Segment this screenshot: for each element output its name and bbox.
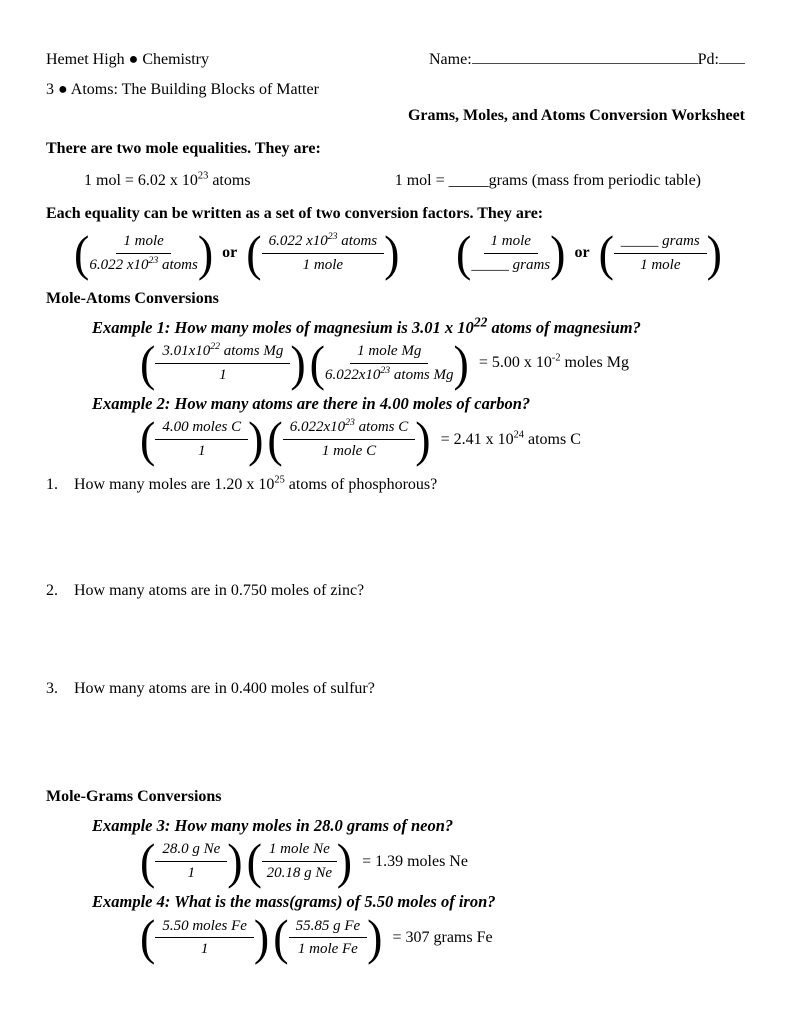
equality-atoms-exp: 23 <box>197 170 209 182</box>
equality-atoms-text: 1 mol = 6.02 x 10 <box>84 172 198 189</box>
conversion-factors-row <box>46 225 745 281</box>
numerator: 6.022x10 <box>289 419 346 436</box>
denominator: 1 mole C <box>321 443 377 459</box>
fraction-mole-over-atoms: ( $\frac{\text{1 mole}}{6.022 x10^{23} atoms}$ ) <box>74 225 214 281</box>
example4-result: = 307 grams Fe <box>392 928 493 946</box>
factors-intro: Each equality can be written as a set of two conversion factors. They are: <box>46 205 544 222</box>
course-label: Hemet High ● Chemistry <box>46 51 209 68</box>
fraction-given <box>140 833 243 889</box>
question-number: 3. <box>46 679 58 697</box>
numerator: _____ grams <box>620 233 700 249</box>
example3-result: = 1.39 moles Ne <box>362 852 468 870</box>
fraction-atoms-over-mole: ( $\frac{6.022 x10^{23} atoms}{\text{1 mole}}$ ) <box>246 225 400 281</box>
equality-atoms <box>84 171 251 191</box>
close-paren-icon: ) <box>706 225 722 281</box>
fraction-conversion: ( $\frac{\text{1 mole Mg}}{6.022x10^{23} atoms Mg}$ ) <box>309 335 469 391</box>
close-paren-icon: ) <box>227 833 243 889</box>
fraction-conversion <box>246 833 353 889</box>
name-label: Name: <box>429 51 472 68</box>
denominator: 1 <box>200 941 209 958</box>
denominator: 1 mole <box>640 256 681 273</box>
open-paren-icon: ( <box>246 833 262 889</box>
close-paren-icon: ) <box>367 909 383 966</box>
pd-blank-line <box>719 48 745 64</box>
question-text: How many atoms are in 0.750 moles of zinc? <box>74 581 365 599</box>
equality-grams: 1 mol = _____grams (mass from periodic table) <box>394 172 701 189</box>
open-paren-icon: ( <box>74 225 90 281</box>
numerator: 5.50 moles Fe <box>162 917 247 934</box>
fraction-given <box>140 909 270 966</box>
example2-result: = 2.41 x $10^{24}$ atoms C <box>440 429 581 448</box>
equality-atoms-unit: atoms <box>208 172 251 189</box>
mole-atoms-heading: Mole-Atoms Conversions <box>46 289 219 307</box>
fraction-grams-group <box>456 225 722 281</box>
fraction-given <box>140 411 264 467</box>
mole-grams-heading: Mole-Grams Conversions <box>46 787 222 805</box>
open-paren-icon: ( <box>598 225 614 281</box>
denominator: 20.18 g Ne <box>266 865 333 882</box>
open-paren-icon: ( <box>140 411 156 467</box>
numerator: 4.00 moles C <box>162 419 242 436</box>
denominator: 6.022x10 <box>325 366 381 383</box>
denominator: 1 <box>219 366 227 383</box>
close-paren-icon: ) <box>415 411 431 467</box>
close-paren-icon: ) <box>248 411 264 467</box>
example3-work <box>140 833 745 889</box>
close-paren-icon: ) <box>253 909 270 966</box>
question-3 <box>46 679 745 699</box>
pd-label: Pd: <box>697 51 719 68</box>
header-row <box>46 48 745 70</box>
example4-question: Example 4: What is the mass(grams) of 5.50 moles of iron? <box>92 891 496 911</box>
numerator: 55.85 g Fe <box>295 917 361 934</box>
or-label: or <box>574 244 590 262</box>
denominator: 1 mole <box>302 256 344 273</box>
fraction-conversion: ( $\frac{6.022x10^{23} atoms C}{\text{1 mole C}}$ ) <box>267 411 431 467</box>
close-paren-icon: ) <box>197 225 214 281</box>
worksheet-title: Grams, Moles, and Atoms Conversion Worksheet <box>407 107 745 124</box>
open-paren-icon: ( <box>309 335 325 391</box>
fraction-given: ( $\frac{3.01x10^{22} atoms Mg}{1}$ ) <box>140 335 306 391</box>
fraction-conversion <box>273 909 383 966</box>
open-paren-icon: ( <box>140 335 156 391</box>
question-number: 2. <box>46 581 58 599</box>
example1-question: Example 1: How many moles of magnesium is 3.01 x $10^{22}$ atoms of magnesium? <box>92 314 641 337</box>
denominator: 6.022 x10 <box>89 256 149 273</box>
numerator: 1 mole <box>123 233 164 249</box>
open-paren-icon: ( <box>273 909 289 966</box>
name-blank-line <box>472 48 698 64</box>
question-text: How many atoms are in 0.400 moles of sulfur? <box>74 679 375 697</box>
question-text: How many moles are 1.20 x $10^{25}$ atoms of phosphorous? <box>74 474 438 493</box>
unit-title: 3 ● Atoms: The Building Blocks of Matter <box>46 81 319 98</box>
name-pd-cluster <box>429 48 745 70</box>
numerator: 28.0 g Ne <box>162 841 221 858</box>
example1-result: = 5.00 x $10^{-2}$ moles Mg <box>478 353 629 372</box>
close-paren-icon: ) <box>550 225 566 281</box>
question-number: 1. <box>46 475 58 493</box>
equalities-intro: There are two mole equalities. They are: <box>46 140 321 157</box>
example4-work <box>140 909 745 966</box>
question-2 <box>46 581 745 601</box>
example2-question: Example 2: How many atoms are there in 4.00 moles of carbon? <box>92 393 531 413</box>
numerator: 1 mole <box>490 233 531 249</box>
denominator: _____ grams <box>471 256 551 273</box>
example1-work <box>140 335 745 391</box>
numerator: 6.022 x10 <box>268 233 328 249</box>
example2-work <box>140 411 745 467</box>
open-paren-icon: ( <box>140 833 156 889</box>
equalities-row <box>46 171 745 191</box>
fraction-grams-over-mole <box>598 225 722 281</box>
open-paren-icon: ( <box>456 225 472 281</box>
numerator: 1 mole Mg <box>357 343 422 360</box>
denominator: 1 <box>187 865 196 882</box>
numerator: 1 mole Ne <box>268 841 330 858</box>
denominator: 1 mole Fe <box>297 941 358 958</box>
close-paren-icon: ) <box>336 833 353 889</box>
or-label: or <box>222 244 238 262</box>
denominator: 1 <box>197 443 206 459</box>
close-paren-icon: ) <box>290 335 306 391</box>
example3-question: Example 3: How many moles in 28.0 grams of neon? <box>92 815 454 835</box>
numerator: 3.01x10 <box>162 343 211 360</box>
open-paren-icon: ( <box>140 909 156 966</box>
close-paren-icon: ) <box>384 225 400 281</box>
open-paren-icon: ( <box>267 411 283 467</box>
question-1 <box>46 475 745 495</box>
open-paren-icon: ( <box>246 225 262 281</box>
close-paren-icon: ) <box>453 335 469 391</box>
fraction-mole-over-grams <box>456 225 566 281</box>
